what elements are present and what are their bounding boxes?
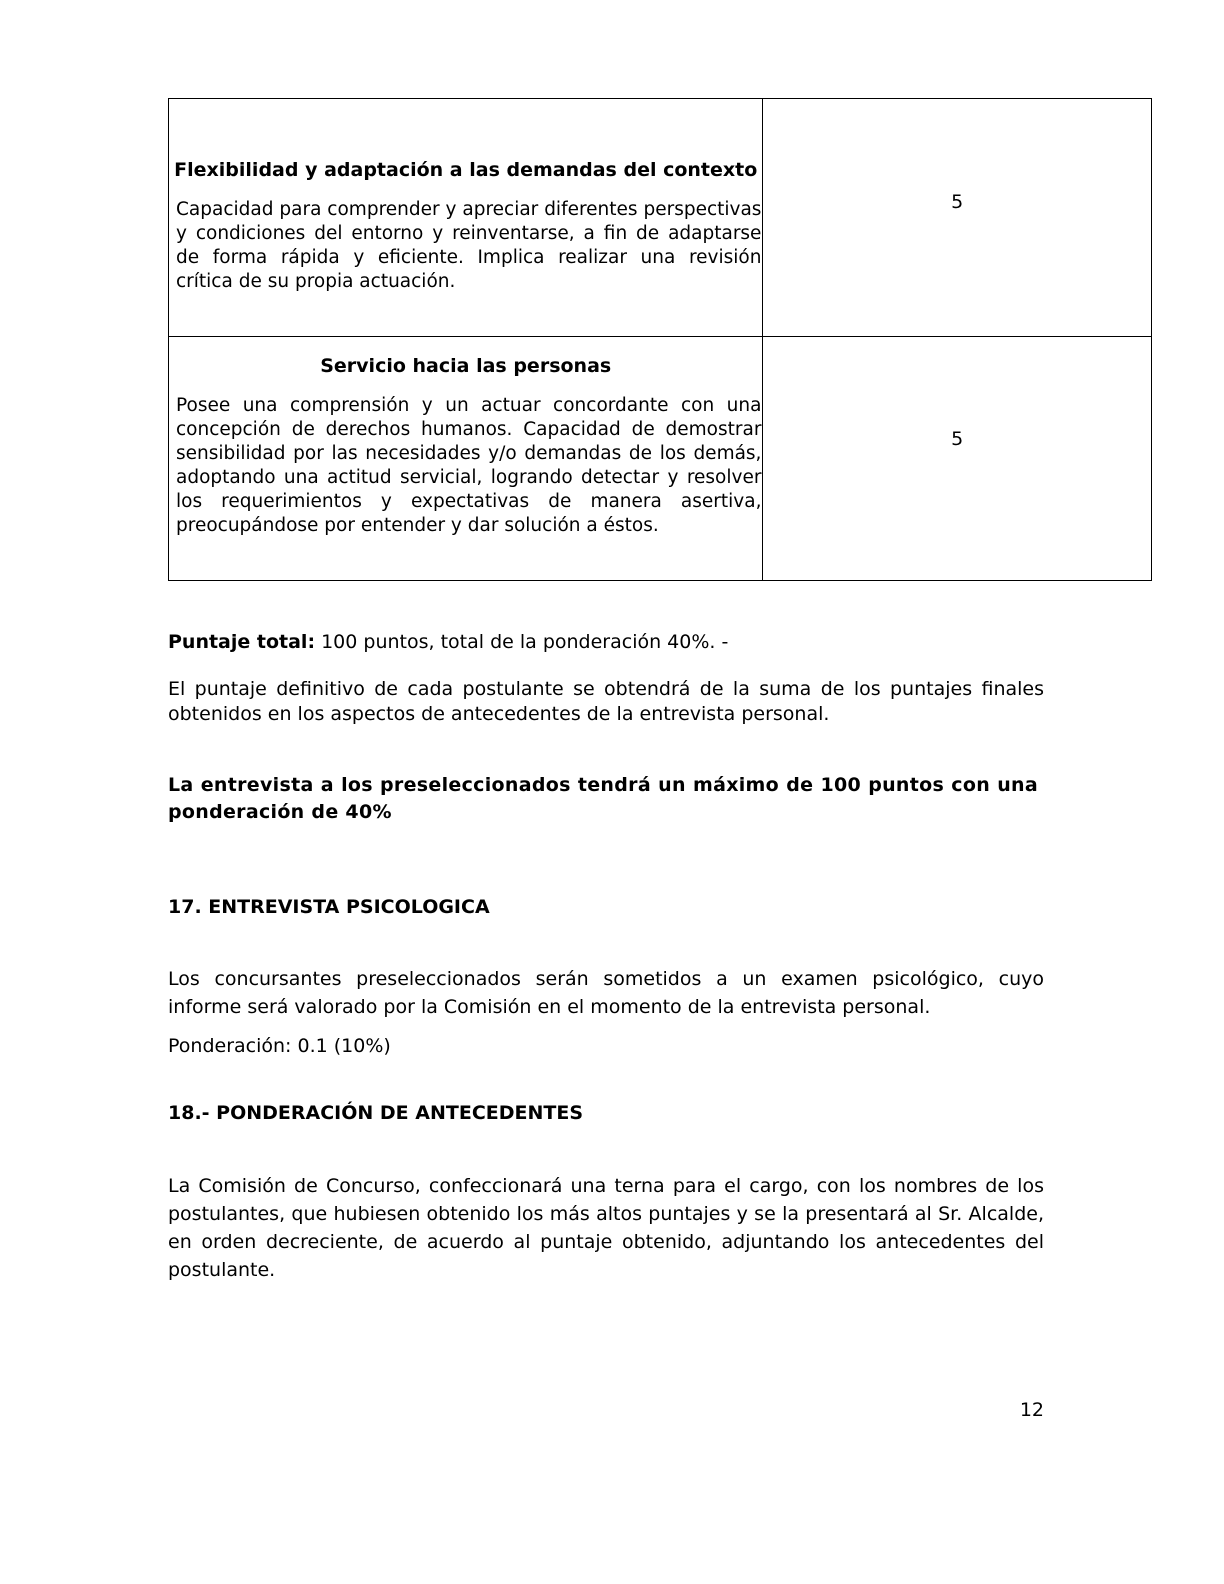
total-score-label: Puntaje total: <box>168 631 316 653</box>
section-18-heading: 18.- PONDERACIÓN DE ANTECEDENTES <box>168 1102 584 1124</box>
competency-score-cell <box>763 337 1152 581</box>
definitive-score-paragraph: El puntaje definitivo de cada postulante se obtendrá de la suma de los puntajes finales obtenidos en los aspectos de antecedentes de la entrevista personal. <box>168 678 1044 725</box>
competency-score: 5 <box>951 428 964 450</box>
section-17-weighting: Ponderación: 0.1 (10%) <box>168 1035 391 1057</box>
table-row <box>169 99 1152 337</box>
competency-description: Posee una comprensión y un actuar concordante con una concepción de derechos humanos. Capacidad de demostrar sensibilidad por las necesidades y/o demandas de los demás, adoptando una actitud servicial, logrando detectar y resolver los requerimientos y expectativas de manera asertiva, preocupándose por entender y dar solución a éstos. <box>176 395 762 536</box>
competency-score-cell <box>763 99 1152 337</box>
total-score-text: 100 puntos, total de la ponderación 40%. - <box>315 631 729 653</box>
competency-description-cell <box>169 99 763 337</box>
competency-score: 5 <box>951 191 964 213</box>
table-row <box>169 337 1152 581</box>
competency-description-cell <box>169 337 763 581</box>
section-18-paragraph: La Comisión de Concurso, confeccionará una terna para el cargo, con los nombres de los postulantes, que hubiesen obtenido los más altos puntajes y se la presentará al Sr. Alcalde, en orden decreciente, de acuerdo al puntaje obtenido, adjuntando los antecedentes del postulante. <box>168 1175 1044 1281</box>
section-17-heading: 17. ENTREVISTA PSICOLOGICA <box>168 896 490 918</box>
page-number: 12 <box>1019 1399 1044 1421</box>
total-score-paragraph <box>168 630 1044 655</box>
section-17-paragraph: Los concursantes preseleccionados serán sometidos a un examen psicológico, cuyo informe será valorado por la Comisión en el momento de la entrevista personal. <box>168 968 1044 1018</box>
competency-table <box>168 98 1152 581</box>
competency-description: Capacidad para comprender y apreciar diferentes perspectivas y condiciones del entorno y reinventarse, a fin de adaptarse de forma rápida y eficiente. Implica realizar una revisión crítica de su propia actuación. <box>176 199 762 292</box>
interview-max-paragraph: La entrevista a los preseleccionados tendrá un máximo de 100 puntos con una ponderación de 40% <box>168 774 1038 823</box>
competency-title: Flexibilidad y adaptación a las demandas del contexto <box>174 159 758 181</box>
competency-title: Servicio hacia las personas <box>320 355 612 377</box>
